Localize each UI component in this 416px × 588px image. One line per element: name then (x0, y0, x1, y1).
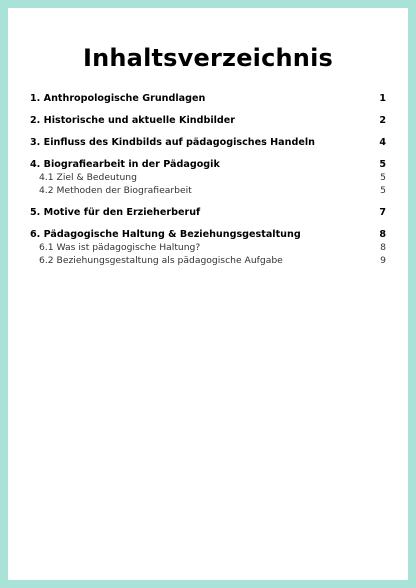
toc-entry-label: 2. Historische und aktuelle Kindbilder (30, 115, 235, 126)
toc-entry-label: 3. Einfluss des Kindbilds auf pädagogisches Handeln (30, 137, 315, 148)
toc-sub-label: 6.2 Beziehungsgestaltung als pädagogische Aufgabe (39, 255, 283, 266)
toc-sub-row[interactable] (30, 241, 386, 254)
toc-entry-label: 5. Motive für den Erzieherberuf (30, 207, 201, 218)
toc-page-number: 5 (379, 159, 386, 170)
toc-entry-6 (30, 228, 386, 267)
toc-main-row[interactable] (30, 114, 386, 127)
toc-sub-row[interactable] (30, 184, 386, 197)
toc-sub-label: 4.1 Ziel & Bedeutung (39, 172, 137, 183)
toc-entry-label: 4. Biografiearbeit in der Pädagogik (30, 159, 220, 170)
toc-entry-label: 1. Anthropologische Grundlagen (30, 93, 206, 104)
toc-main-row[interactable] (30, 92, 386, 105)
toc-sub-row[interactable] (30, 171, 386, 184)
toc-entry-5 (30, 206, 386, 219)
toc-page-number: 8 (379, 229, 386, 240)
toc-page-number: 4 (379, 137, 386, 148)
page-title: Inhaltsverzeichnis (82, 44, 334, 72)
toc-entry-4 (30, 158, 386, 197)
toc-page-number: 2 (379, 115, 386, 126)
toc-main-row[interactable] (30, 228, 386, 241)
toc-sub-row[interactable] (30, 254, 386, 267)
toc-page-number: 9 (380, 255, 386, 266)
table-of-contents (30, 92, 386, 277)
toc-sub-label: 4.2 Methoden der Biografiearbeit (39, 185, 192, 196)
toc-page-number: 1 (379, 93, 386, 104)
toc-main-row[interactable] (30, 206, 386, 219)
toc-sub-label: 6.1 Was ist pädagogische Haltung? (39, 242, 201, 253)
toc-main-row[interactable] (30, 158, 386, 171)
document-page (8, 8, 408, 580)
toc-entry-1 (30, 92, 386, 105)
toc-main-row[interactable] (30, 136, 386, 149)
toc-entry-3 (30, 136, 386, 149)
toc-entry-label: 6. Pädagogische Haltung & Beziehungsgestaltung (30, 229, 301, 240)
toc-page-number: 7 (379, 207, 386, 218)
toc-page-number: 5 (380, 185, 386, 196)
toc-page-number: 8 (380, 242, 386, 253)
toc-entry-2 (30, 114, 386, 127)
toc-page-number: 5 (380, 172, 386, 183)
